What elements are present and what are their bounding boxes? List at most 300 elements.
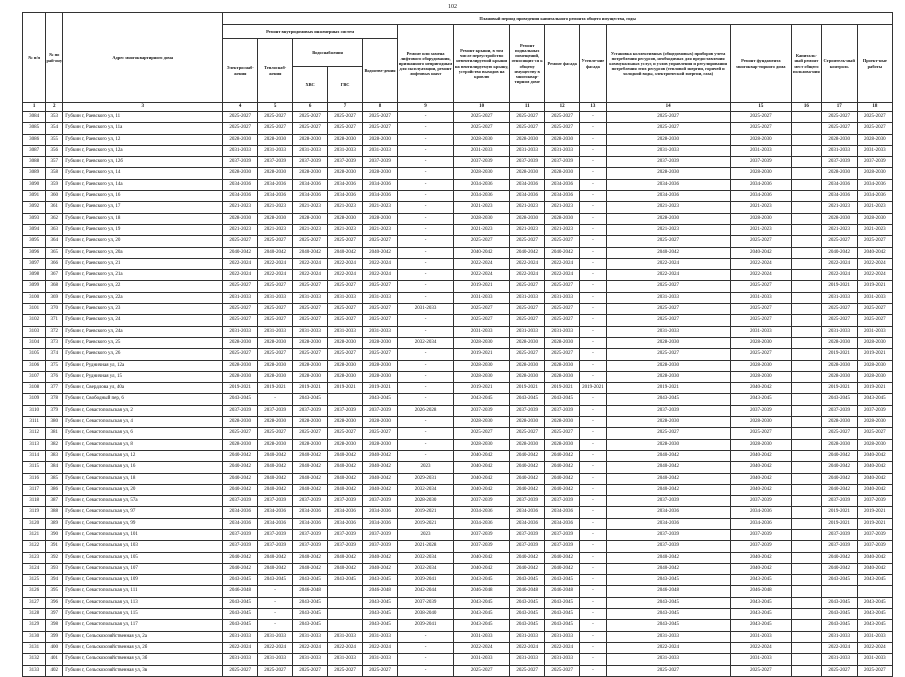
table-cell: 2025-2027 [258, 123, 293, 134]
table-cell: 2025-2027 [821, 123, 857, 134]
table-cell: 2043-2045 [730, 575, 791, 586]
table-cell: 2037-2039 [821, 157, 857, 168]
table-cell [792, 112, 822, 123]
table-row [23, 462, 893, 473]
table-cell [792, 326, 822, 337]
table-cell: 2037-2039 [293, 405, 328, 416]
table-row [23, 383, 893, 394]
table-cell: 2043-2045 [606, 609, 730, 620]
table-cell: 2043-2045 [363, 394, 398, 405]
table-row [23, 507, 893, 518]
table-cell: 2025-2027 [510, 428, 545, 439]
table-cell: 2037-2039 [258, 496, 293, 507]
table-cell: 2025-2027 [510, 349, 545, 360]
table-cell: 2028-2030 [857, 371, 892, 382]
address-cell: Губкин г, Севастопольская ул, 109 [63, 575, 223, 586]
table-cell: 2040-2042 [510, 563, 545, 574]
table-cell: 353 [46, 112, 63, 123]
table-cell: 2037-2039 [454, 529, 510, 540]
header-vodootved: Водоотве-дения [363, 39, 398, 103]
table-cell [792, 620, 822, 631]
table-cell: 2021-2023 [857, 202, 892, 213]
table-cell: - [580, 168, 606, 179]
table-cell: 2031-2033 [857, 631, 892, 642]
table-cell: 3098 [23, 270, 46, 281]
table-cell: 2034-2036 [510, 507, 545, 518]
table-cell: 364 [46, 236, 63, 247]
table-cell: - [258, 609, 293, 620]
table-cell: - [580, 326, 606, 337]
table-cell: 2031-2033 [328, 145, 363, 156]
table-cell: 2040-2042 [510, 247, 545, 258]
table-cell: 2037-2039 [730, 496, 791, 507]
table-cell: 2028-2030 [293, 213, 328, 224]
table-cell: 2021-2023 [363, 224, 398, 235]
table-cell: 2028-2030 [510, 337, 545, 348]
address-cell: Губкин г, Раевского ул, 18 [63, 213, 223, 224]
table-cell: 2022-2024 [545, 642, 580, 653]
table-cell: 3115 [23, 462, 46, 473]
table-cell: 2028-2030 [363, 213, 398, 224]
table-cell: 2032-2034 [397, 484, 453, 495]
table-cell [792, 439, 822, 450]
table-row [23, 597, 893, 608]
table-cell: 2040-2042 [510, 484, 545, 495]
table-cell: 2031-2033 [328, 654, 363, 665]
table-cell: 2040-2042 [258, 473, 293, 484]
table-cell: 2019-2021 [821, 281, 857, 292]
table-cell: 3125 [23, 575, 46, 586]
table-cell: 2031-2033 [821, 145, 857, 156]
table-cell [792, 665, 822, 676]
table-cell: 2025-2027 [821, 315, 857, 326]
table-cell: - [580, 428, 606, 439]
table-cell: 2043-2045 [454, 609, 510, 620]
table-cell: 2028-2030 [606, 439, 730, 450]
table-cell: 2034-2036 [258, 191, 293, 202]
address-cell: Губкин г, Севастопольская ул, 12 [63, 450, 223, 461]
table-cell: 3102 [23, 315, 46, 326]
table-cell: 2026-2028 [397, 405, 453, 416]
table-cell: - [397, 157, 453, 168]
table-cell: 2037-2039 [454, 157, 510, 168]
table-cell: - [580, 462, 606, 473]
table-cell: 2028-2030 [510, 134, 545, 145]
table-cell: 2025-2027 [857, 123, 892, 134]
table-cell: 3113 [23, 439, 46, 450]
table-cell: 391 [46, 541, 63, 552]
table-cell: 2034-2036 [363, 179, 398, 190]
table-cell: 2037-2039 [328, 405, 363, 416]
table-cell: 2025-2027 [606, 112, 730, 123]
table-cell: 363 [46, 224, 63, 235]
column-number: 2 [46, 103, 63, 112]
table-row [23, 563, 893, 574]
table-cell: - [580, 145, 606, 156]
table-cell: 357 [46, 157, 63, 168]
table-cell [792, 360, 822, 371]
table-cell: 3129 [23, 620, 46, 631]
address-cell: Губкин г, Севастопольская ул, 57а [63, 496, 223, 507]
table-cell [792, 236, 822, 247]
address-cell: Губкин г, Раевского ул, 21 [63, 258, 223, 269]
table-cell: 2022-2024 [293, 642, 328, 653]
table-cell: 2025-2027 [258, 281, 293, 292]
table-cell: 2028-2030 [730, 134, 791, 145]
table-cell: - [397, 631, 453, 642]
table-cell: 2031-2033 [730, 145, 791, 156]
table-cell: 2025-2027 [606, 315, 730, 326]
address-cell: Губкин г, Севастопольская ул, 115 [63, 609, 223, 620]
table-cell: 2025-2027 [454, 665, 510, 676]
table-cell: - [580, 258, 606, 269]
table-cell: - [580, 292, 606, 303]
table-cell: - [397, 642, 453, 653]
table-cell: 2037-2039 [328, 541, 363, 552]
table-cell: - [580, 586, 606, 597]
table-cell: 2025-2027 [328, 428, 363, 439]
table-cell: 2032-2034 [397, 563, 453, 574]
table-cell: 2025-2027 [328, 123, 363, 134]
table-cell: 2025-2027 [545, 665, 580, 676]
table-cell: 2021-2023 [223, 202, 258, 213]
address-cell: Губкин г, Севастопольская ул, 113 [63, 597, 223, 608]
table-cell: - [580, 112, 606, 123]
table-cell [792, 529, 822, 540]
table-cell: 2031-2033 [857, 654, 892, 665]
table-row [23, 575, 893, 586]
column-number: 12 [545, 103, 580, 112]
table-cell: 2022-2024 [454, 270, 510, 281]
table-cell: 2037-2039 [223, 405, 258, 416]
table-cell: 2025-2027 [545, 236, 580, 247]
table-cell: 2031-2033 [293, 631, 328, 642]
table-cell: 2025-2027 [454, 112, 510, 123]
table-cell: 2031-2033 [730, 326, 791, 337]
table-cell: 2031-2033 [293, 145, 328, 156]
table-cell: 2040-2042 [223, 450, 258, 461]
table-cell: 2040-2042 [258, 247, 293, 258]
table-cell: - [580, 157, 606, 168]
table-cell: 2025-2027 [223, 112, 258, 123]
table-cell: 2040-2042 [545, 552, 580, 563]
table-cell [792, 394, 822, 405]
address-cell: Губкин г, Севастопольская ул, 101 [63, 529, 223, 540]
table-cell: 2031-2033 [328, 292, 363, 303]
table-cell: 2022-2024 [730, 258, 791, 269]
table-cell: - [397, 326, 453, 337]
table-cell: 3085 [23, 123, 46, 134]
address-cell: Губкин г, Раевского ул, 21а [63, 270, 223, 281]
table-cell: 2025-2027 [730, 112, 791, 123]
table-cell: 2019-2021 [397, 507, 453, 518]
table-cell: 2025-2027 [606, 304, 730, 315]
table-cell: 2025-2027 [223, 349, 258, 360]
table-cell: 402 [46, 665, 63, 676]
table-cell: 2028-2030 [363, 134, 398, 145]
table-cell: 3118 [23, 496, 46, 507]
table-cell: 392 [46, 552, 63, 563]
table-cell: 2028-2030 [328, 337, 363, 348]
table-cell: 376 [46, 371, 63, 382]
table-cell: 3107 [23, 371, 46, 382]
table-cell: 2025-2027 [293, 236, 328, 247]
table-cell: - [580, 349, 606, 360]
table-row [23, 473, 893, 484]
table-cell: 2031-2033 [363, 292, 398, 303]
column-number: 1 [23, 103, 46, 112]
table-cell: 361 [46, 202, 63, 213]
table-cell: 2031-2033 [363, 145, 398, 156]
table-cell: - [580, 202, 606, 213]
column-number: 10 [454, 103, 510, 112]
table-cell: - [580, 394, 606, 405]
table-cell: 2034-2036 [328, 507, 363, 518]
table-cell: 2031-2033 [545, 326, 580, 337]
table-cell: 2040-2042 [363, 462, 398, 473]
table-cell: 2037-2039 [328, 529, 363, 540]
table-cell [792, 575, 822, 586]
table-cell: 370 [46, 304, 63, 315]
table-cell: 2040-2042 [857, 450, 892, 461]
table-row [23, 315, 893, 326]
table-cell: 2028-2030 [857, 213, 892, 224]
table-cell: 378 [46, 394, 63, 405]
table-cell: 2034-2036 [545, 191, 580, 202]
table-cell: 3089 [23, 168, 46, 179]
table-cell: 2025-2027 [510, 112, 545, 123]
table-cell: 3101 [23, 304, 46, 315]
table-cell: 2031-2033 [730, 631, 791, 642]
table-cell: 2040-2042 [454, 552, 510, 563]
table-cell: 2021-2028 [397, 541, 453, 552]
table-cell: 3112 [23, 428, 46, 439]
table-cell: 2025-2027 [606, 349, 730, 360]
table-cell: 2031-2033 [606, 631, 730, 642]
table-cell: 2040-2042 [454, 450, 510, 461]
table-cell: 2040-2042 [454, 462, 510, 473]
table-cell: 2037-2039 [258, 541, 293, 552]
table-cell: 2028-2030 [293, 439, 328, 450]
table-cell: 2031-2033 [293, 292, 328, 303]
table-cell: 3120 [23, 518, 46, 529]
table-cell: 375 [46, 360, 63, 371]
table-row [23, 371, 893, 382]
table-cell: 2022-2024 [821, 258, 857, 269]
table-cell: 2037-2039 [857, 541, 892, 552]
table-cell: 2037-2039 [258, 405, 293, 416]
table-cell: 393 [46, 563, 63, 574]
table-row [23, 417, 893, 428]
table-cell: 2031-2033 [258, 292, 293, 303]
table-cell: 2031-2033 [545, 145, 580, 156]
table-cell: 2037-2039 [821, 541, 857, 552]
table-cell: 2040-2042 [223, 462, 258, 473]
table-cell: 2022-2024 [293, 270, 328, 281]
table-row [23, 405, 893, 416]
table-cell: 2025-2027 [821, 112, 857, 123]
table-cell: 2040-2042 [821, 484, 857, 495]
table-cell [792, 507, 822, 518]
table-cell: 2037-2039 [454, 541, 510, 552]
table-cell: 2039-2041 [397, 620, 453, 631]
table-cell: 2025-2027 [857, 304, 892, 315]
table-cell: 2025-2027 [293, 112, 328, 123]
table-cell: 2040-2042 [258, 552, 293, 563]
table-cell: 3116 [23, 473, 46, 484]
table-cell: 2019-2021 [857, 349, 892, 360]
table-cell: 2034-2036 [293, 191, 328, 202]
table-cell: 2022-2024 [857, 642, 892, 653]
table-cell: 2028-2030 [606, 213, 730, 224]
table-row [23, 134, 893, 145]
table-row [23, 665, 893, 676]
table-cell: 3132 [23, 654, 46, 665]
table-cell [328, 597, 363, 608]
table-cell: 2028-2030 [223, 417, 258, 428]
table-cell: 3124 [23, 563, 46, 574]
table-cell: 2025-2027 [545, 304, 580, 315]
table-cell [792, 191, 822, 202]
table-cell: 371 [46, 315, 63, 326]
table-cell: 2025-2027 [454, 428, 510, 439]
table-cell: 2031-2033 [454, 654, 510, 665]
table-cell: 2043-2045 [857, 609, 892, 620]
table-cell: 2025-2027 [545, 281, 580, 292]
table-cell [792, 597, 822, 608]
table-cell: 397 [46, 609, 63, 620]
table-cell: 2043-2045 [293, 597, 328, 608]
table-cell: 2043-2045 [730, 609, 791, 620]
table-cell: 372 [46, 326, 63, 337]
table-cell: 2019-2021 [454, 281, 510, 292]
table-cell: 2034-2036 [293, 507, 328, 518]
address-cell: Губкин г, Севастопольская ул, 8 [63, 439, 223, 450]
table-cell: 2019-2021 [857, 507, 892, 518]
table-cell: 2019-2021 [821, 349, 857, 360]
table-cell: 385 [46, 473, 63, 484]
table-cell: 2028-2030 [223, 360, 258, 371]
table-cell [792, 496, 822, 507]
table-cell: 2031-2033 [545, 292, 580, 303]
table-cell: 2031-2033 [223, 326, 258, 337]
table-row [23, 168, 893, 179]
table-cell: 3121 [23, 529, 46, 540]
table-cell: 2022-2024 [606, 258, 730, 269]
table-cell: 2025-2027 [328, 236, 363, 247]
table-cell: 2046-2048 [606, 586, 730, 597]
table-cell [792, 337, 822, 348]
table-cell: 2028-2030 [857, 134, 892, 145]
table-cell: - [580, 224, 606, 235]
table-cell: 367 [46, 270, 63, 281]
table-cell [792, 654, 822, 665]
table-cell: 2025-2027 [730, 428, 791, 439]
table-cell: 2040-2042 [730, 563, 791, 574]
table-cell: 3094 [23, 224, 46, 235]
table-cell: 2025-2027 [730, 665, 791, 676]
table-cell: 2025-2027 [454, 123, 510, 134]
table-cell: 2040-2042 [545, 247, 580, 258]
table-cell: - [397, 417, 453, 428]
table-cell: 2031-2033 [363, 631, 398, 642]
table-cell: 2028-2030 [510, 417, 545, 428]
table-cell: 2028-2030 [223, 213, 258, 224]
table-cell: 2040-2042 [293, 563, 328, 574]
table-cell: 2028-2030 [363, 360, 398, 371]
table-cell: 2040-2042 [545, 484, 580, 495]
table-row [23, 247, 893, 258]
table-cell: 3097 [23, 258, 46, 269]
table-cell: 2040-2042 [545, 450, 580, 461]
table-cell: 2028-2030 [293, 371, 328, 382]
table-cell: 2037-2039 [545, 496, 580, 507]
table-cell [792, 484, 822, 495]
address-cell: Губкин г, Сельскохозяйственная ул, 3б [63, 654, 223, 665]
table-cell: 2022-2024 [223, 642, 258, 653]
table-cell: 3091 [23, 191, 46, 202]
table-cell: 2031-2033 [730, 292, 791, 303]
table-cell: 2028-2030 [606, 337, 730, 348]
table-cell: 2028-2030 [821, 337, 857, 348]
table-cell: - [580, 304, 606, 315]
table-row [23, 191, 893, 202]
table-cell: 2028-2030 [223, 337, 258, 348]
table-row [23, 179, 893, 190]
table-cell: 2043-2045 [857, 597, 892, 608]
table-cell: 2022-2024 [510, 270, 545, 281]
table-cell: 3131 [23, 642, 46, 653]
table-cell: 2028-2030 [363, 417, 398, 428]
table-cell: 2046-2048 [293, 586, 328, 597]
table-cell: 2034-2036 [857, 191, 892, 202]
header-rayon: № по рай-ону [46, 13, 63, 103]
table-cell: 2038-2040 [397, 609, 453, 620]
table-cell: 2021-2023 [328, 202, 363, 213]
table-cell: 2025-2027 [606, 428, 730, 439]
table-cell: 387 [46, 496, 63, 507]
table-cell: 2021-2023 [606, 202, 730, 213]
header-project-works: Проект-ные работы [857, 25, 892, 103]
table-cell: 360 [46, 191, 63, 202]
table-cell: 2028-2030 [730, 360, 791, 371]
table-cell: 2043-2045 [857, 620, 892, 631]
table-cell: 2022-2024 [223, 270, 258, 281]
table-cell: 2025-2027 [258, 428, 293, 439]
table-cell [857, 586, 892, 597]
table-cell [328, 609, 363, 620]
table-cell [792, 270, 822, 281]
table-cell: 365 [46, 247, 63, 258]
header-lift: Ремонт или замена лифтового оборудования, признанного непригодным для эксплуатации, ремонт лифтовых шахт [397, 25, 453, 103]
table-cell: 2028-2030 [293, 417, 328, 428]
table-cell: 2043-2045 [293, 394, 328, 405]
address-cell: Губкин г, Раевского ул, 11а [63, 123, 223, 134]
table-cell: 2037-2039 [328, 496, 363, 507]
table-cell: 2037-2039 [454, 496, 510, 507]
table-cell: 2028-2030 [258, 168, 293, 179]
table-cell: - [580, 236, 606, 247]
table-cell: 2040-2042 [606, 462, 730, 473]
address-cell: Губкин г, Раевского ул, 22 [63, 281, 223, 292]
table-cell: 2028-2030 [293, 168, 328, 179]
address-cell: Губкин г, Раевского ул, 12 [63, 134, 223, 145]
table-cell: 2040-2042 [258, 450, 293, 461]
table-cell: 2043-2045 [545, 575, 580, 586]
table-cell: 2028-2030 [363, 168, 398, 179]
table-cell: 2037-2039 [293, 541, 328, 552]
table-cell: 3092 [23, 202, 46, 213]
